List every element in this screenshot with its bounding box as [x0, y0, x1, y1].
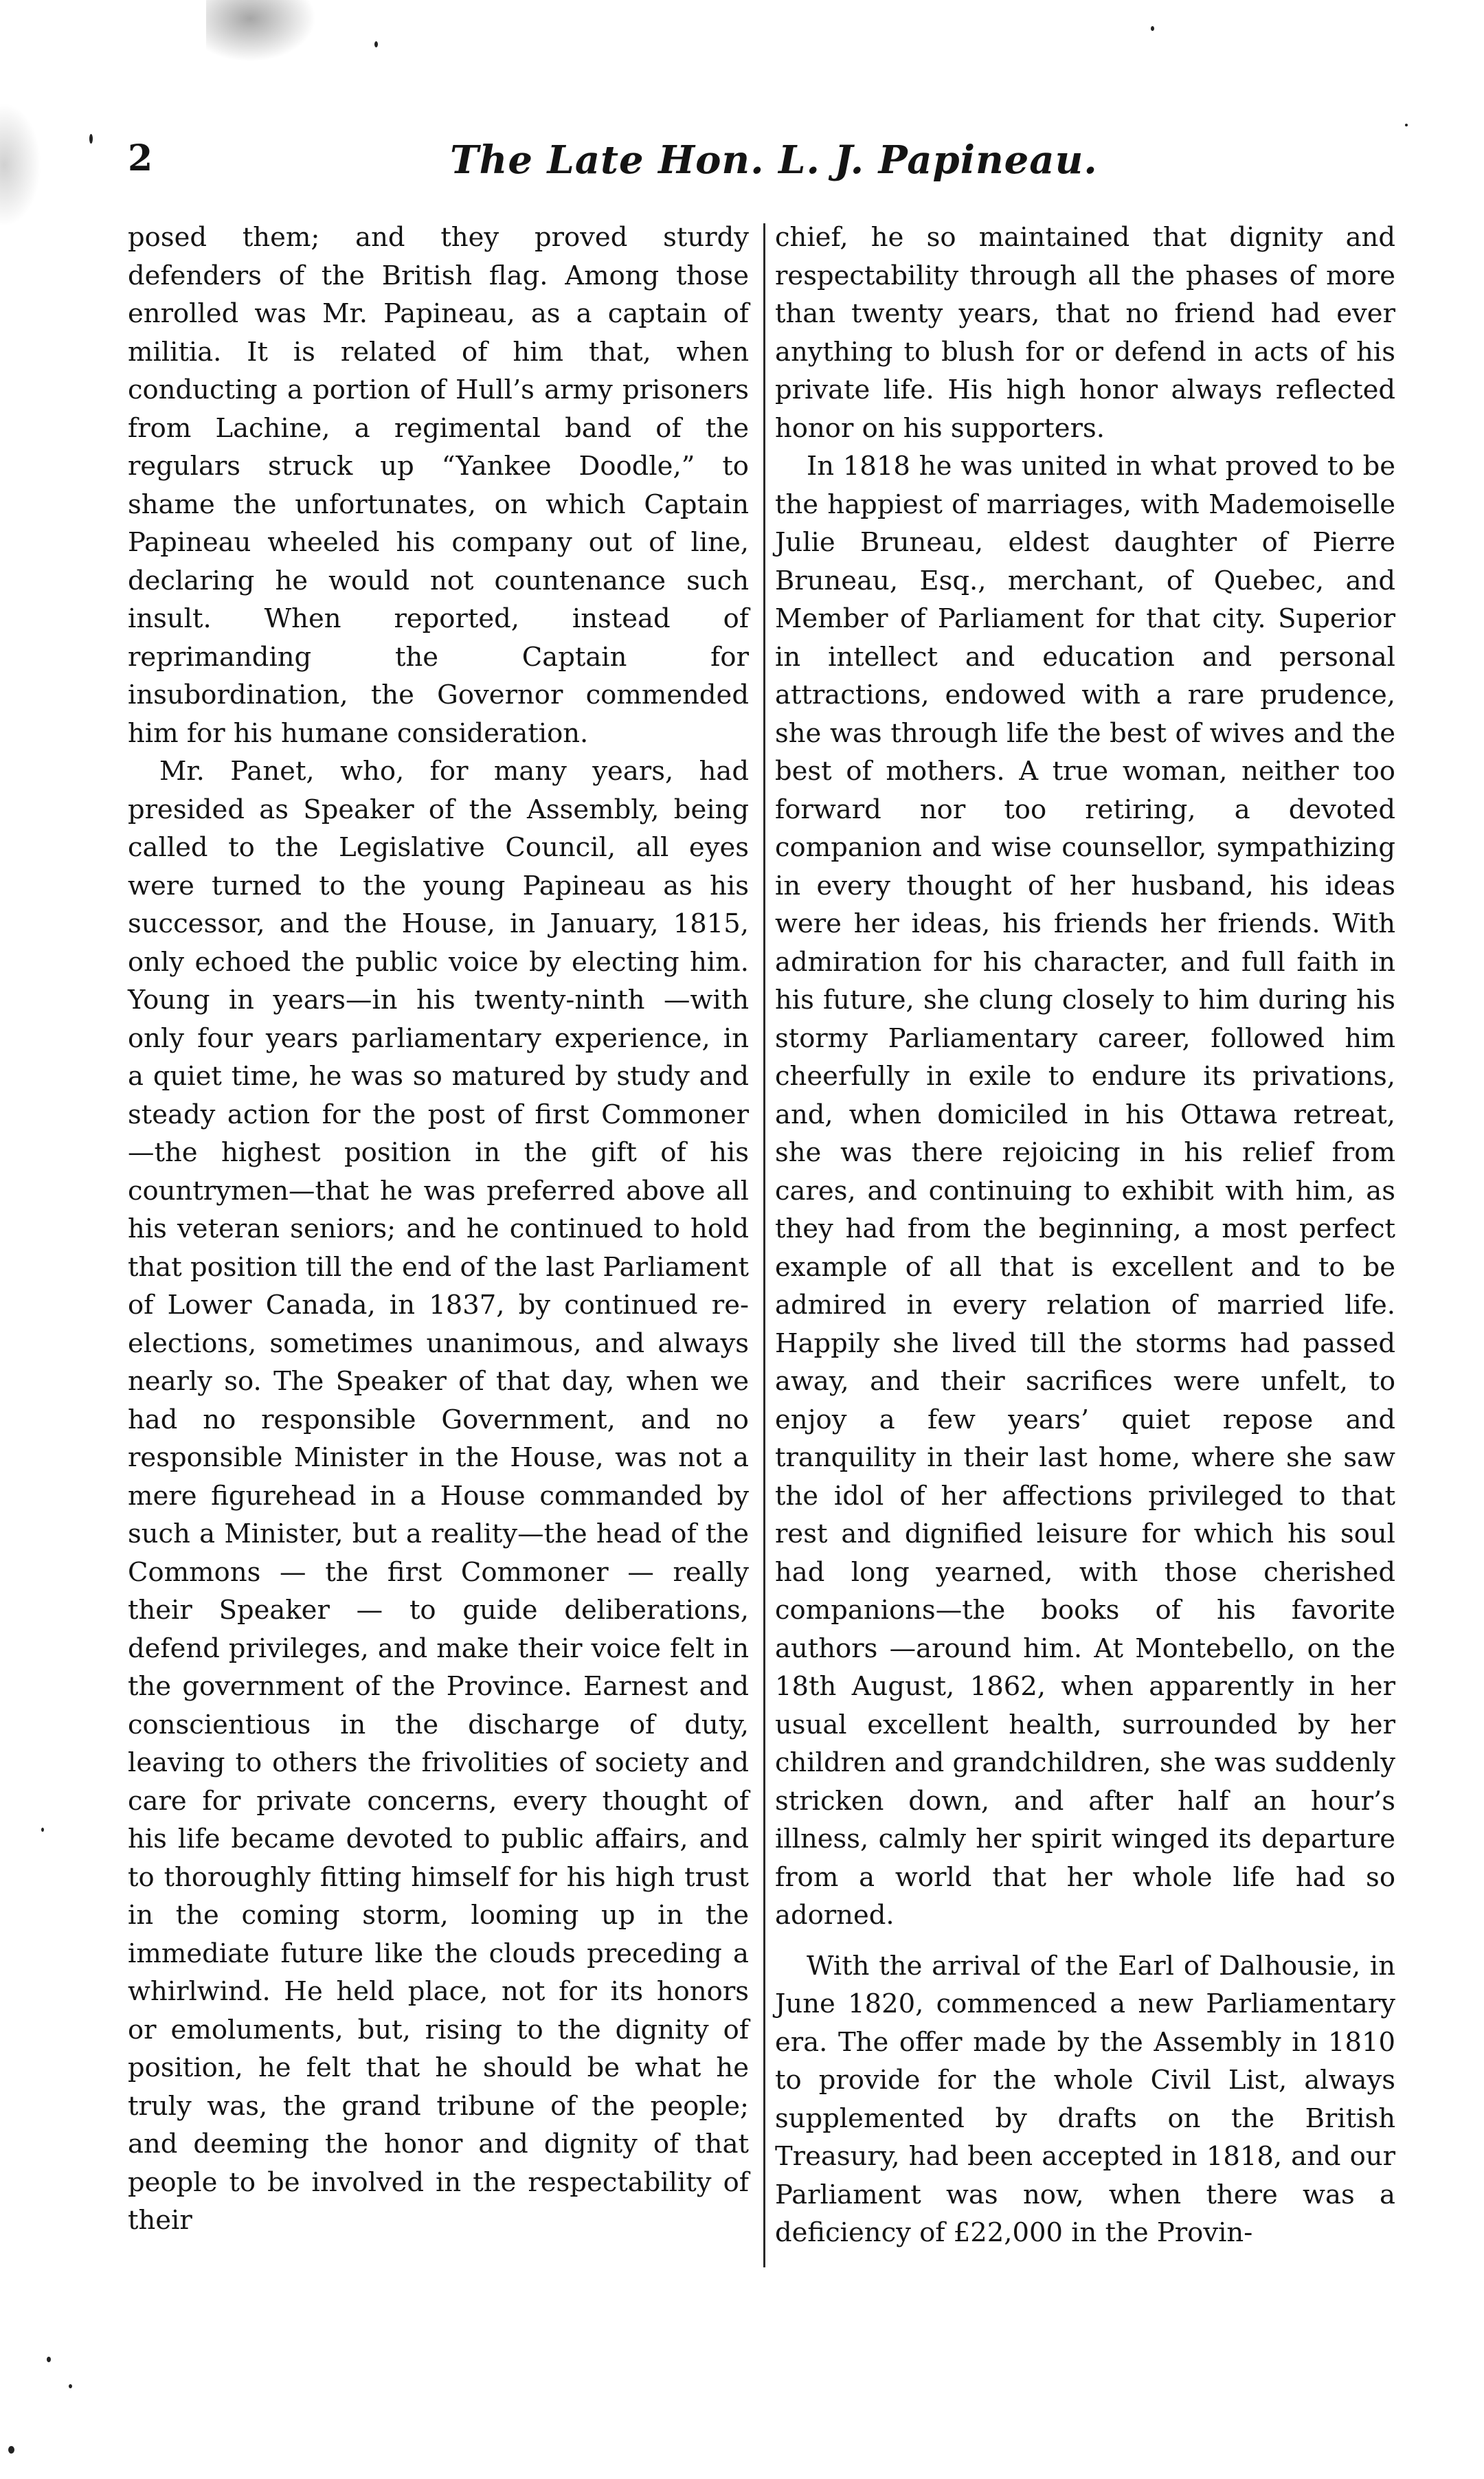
left-column [128, 218, 749, 2240]
page-edge-shadow [0, 103, 41, 227]
column-divider [763, 223, 765, 2267]
right-column [775, 218, 1395, 2252]
ink-speck [69, 2384, 72, 2388]
right-paragraph-1: chief, he so maintained that dignity and respectability through all the phases of more than twenty years, that no friend had ever anything to blush for or defend in acts of his private life. His high honor always reflected honor on his supporters. [775, 222, 1395, 444]
scan-smudge [206, 0, 316, 62]
left-paragraph-2: Mr. Panet, who, for many years, had presided as Speaker of the Assembly, being called to the Legislative Council, all eyes were turned to the young Papineau as his successor, and the House, in January, 1815, only echoed the public voice by electing him. Young in years—in his twenty-ninth —with only four years parliamentary experience, in a quiet time, he was so matured by study and steady action for the post of first Commoner—the highest position in the gift of his countrymen—that he was preferred above all his veteran seniors; and he continued to hold that position till the end of the last Parliament of Lower Canada, in 1837, by continued re-elections, sometimes unanimous, and always nearly so. The Speaker of that day, when we had no responsible Government, and no responsible Minister in the House, was not a mere figurehead in a House commanded by such a Minister, but a reality—the head of the Commons — the first Commoner — really their Speaker — to guide deliberations, defend privileges, and make their voice felt in the government of the Province. Earnest and conscientious in the discharge of duty, leaving to others the frivolities of society and care for private concerns, every thought of his life became devoted to public affairs, and to thoroughly fitting himself for his high trust in the coming storm, looming up in the immediate future like the clouds preceding a whirlwind. He held place, not for its honors or emoluments, but, rising to the dignity of position, he felt that he should be what he truly was, the grand tribune of the people; and deeming the honor and dignity of that people to be involved in the respectability of their [128, 756, 749, 2236]
ink-speck [47, 2357, 51, 2362]
right-paragraph-2: In 1818 he was united in what proved to be the happiest of marriages, with Mademoiselle Julie Bruneau, eldest daughter of Pierre Bruneau, Esq., merchant, of Quebec, and Member of Parliament for that city. Superior in intellect and education and personal attractions, endowed with a rare prudence, she was through life the best of wives and the best of mothers. A true woman, neither too forward nor too retiring, a devoted companion and wise counsellor, sympathizing in every thought of her husband, his ideas were her ideas, his friends her friends. With admiration for his character, and full faith in his future, she clung closely to him during his stormy Parliamentary career, followed him cheerfully in exile to endure its privations, and, when domiciled in his Ottawa retreat, she was there rejoicing in his relief from cares, and continuing to exhibit with him, as they had from the beginning, a most perfect example of all that is excellent and to be admired in every relation of married life. Happily she lived till the storms had passed away, and their sacrifices were unfelt, to enjoy a few years’ quiet repose and tranquility in their last home, where she saw the idol of her affections privileged to that rest and dignified leisure for which his soul had long yearned, with those cherished companions—the books of his favorite authors —around him. At Montebello, on the 18th August, 1862, when apparently in her usual excellent health, surrounded by her children and grandchildren, she was suddenly stricken down, and after half an hour’s illness, calmly her spirit winged its departure from a world that her whole life had so adorned. [775, 451, 1395, 1931]
ink-speck [1151, 26, 1154, 31]
ink-speck [89, 134, 93, 144]
page-number: 2 [128, 137, 153, 179]
right-paragraph-3: With the arrival of the Earl of Dalhousie, in June 1820, commenced a new Parliamentary era. The offer made by the Assembly in 1810 to provide for the whole Civil List, always supplemented by drafts on the British Treasury, had been accepted in 1818, and our Parliament was now, when there was a deficiency of £22,000 in the Provin- [775, 1950, 1395, 2248]
ink-speck [1405, 124, 1408, 126]
ink-speck [41, 1828, 44, 1832]
ink-speck [374, 41, 378, 47]
running-title: The Late Hon. L. J. Papineau. [450, 137, 1098, 183]
left-paragraph-1: posed them; and they proved sturdy defenders of the British flag. Among those enrolled was Mr. Papineau, as a captain of militia. It is related of him that, when conducting a portion of Hull’s army prisoners from Lachine, a regimental band of the regulars struck up “Yankee Doodle,” to shame the unfortunates, on which Captain Papineau wheeled his company out of line, declaring he would not countenance such insult. When reported, instead of reprimanding the Captain for insubordination, the Governor commended him for his humane consideration. [128, 222, 749, 749]
ink-speck [8, 2446, 14, 2454]
